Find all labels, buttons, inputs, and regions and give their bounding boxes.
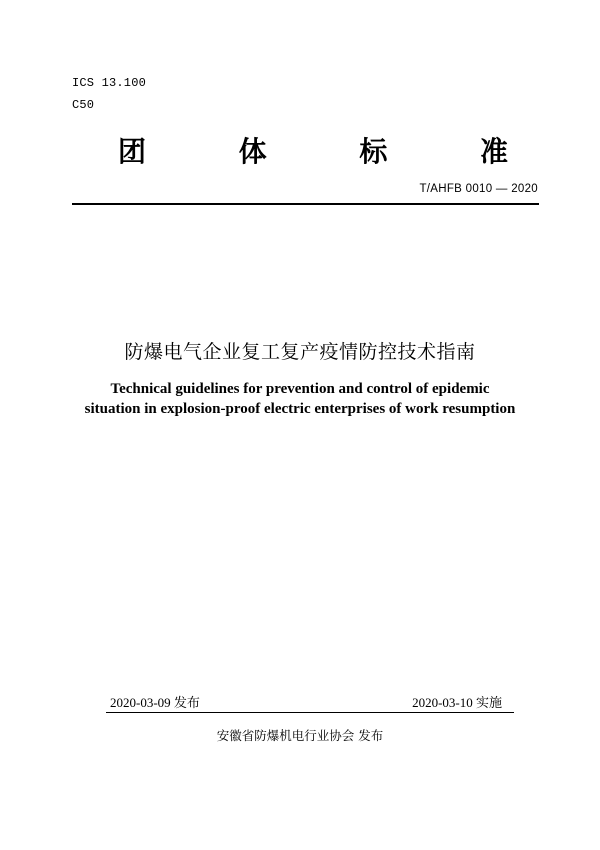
effective-date: 2020-03-10 实施 (412, 695, 502, 710)
dates-row (106, 697, 514, 713)
heading-char-1: 团 (118, 135, 147, 168)
dates-divider (106, 712, 514, 713)
title-english (0, 379, 600, 419)
heading-char-2: 体 (238, 135, 267, 168)
heading-char-3: 标 (359, 135, 388, 168)
ics-code: ICS 13.100 (72, 76, 147, 90)
publisher: 安徽省防爆机电行业协会 发布 (216, 728, 384, 743)
standard-number: T/AHFB 0010 — 2020 (419, 183, 538, 195)
issue-date: 2020-03-09 发布 (110, 695, 200, 710)
document-type-heading (118, 132, 508, 172)
classification-codes (72, 72, 146, 116)
heading-char-4: 准 (479, 135, 508, 168)
title-english-line-2: situation in explosion-proof electric enterprises of work resumption (84, 401, 516, 417)
title-english-line-1: Technical guidelines for prevention and control of epidemic (110, 381, 490, 397)
ccs-code: C50 (72, 98, 95, 112)
header-divider (72, 203, 539, 205)
title-chinese: 防爆电气企业复工复产疫情防控技术指南 (124, 341, 476, 363)
